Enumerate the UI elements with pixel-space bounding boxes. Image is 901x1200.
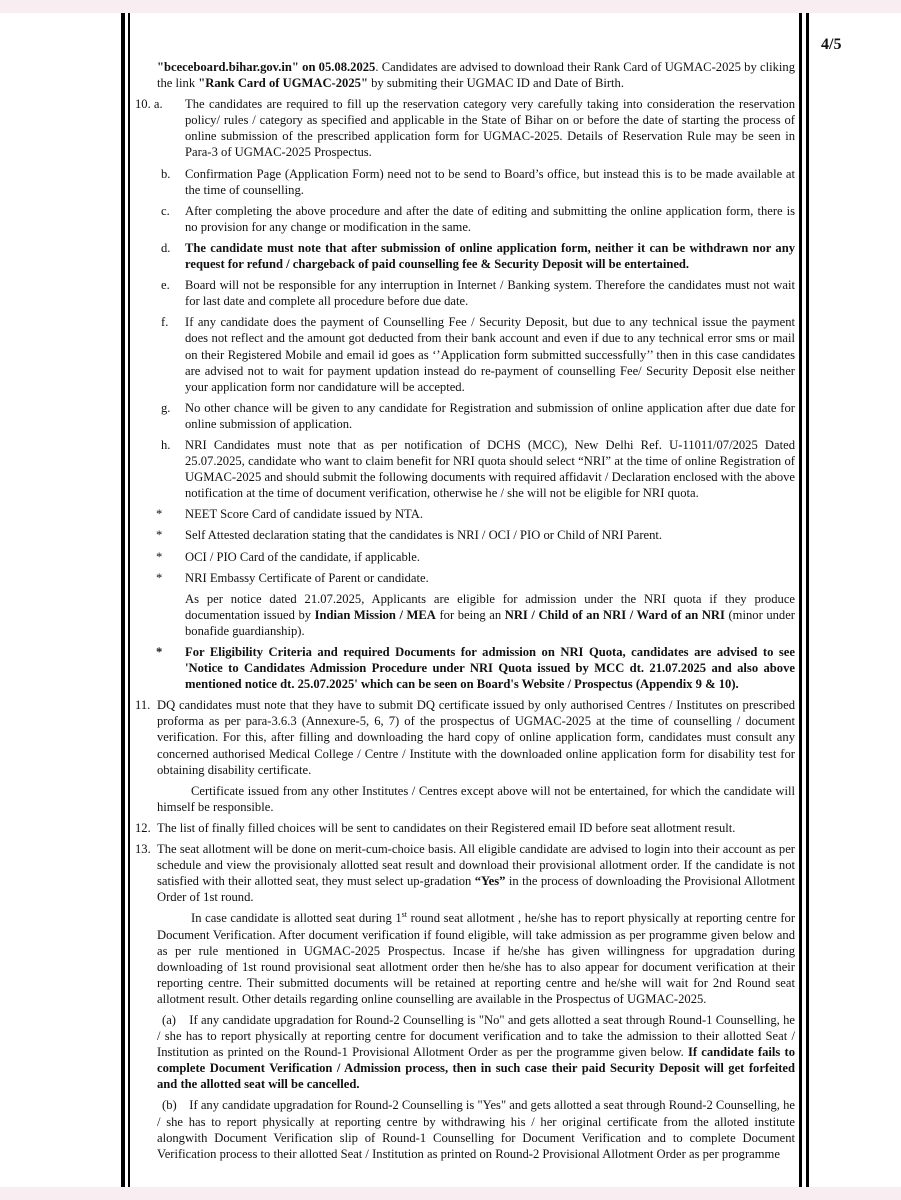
item-text: NRI Candidates must note that as per notification of DCHS (MCC), New Delhi Ref. U-11011/07/2025 Dated 25.07.2025, candidate who want to claim benefit for NRI quota should select “NRI” at the time of online Registration of UGMAC-2025 and should submit the following documents with required affidavit / Declaration enclosed with the above notification at the time of document verification, otherwise he / she will not be eligible for NRI quota. [185,437,795,501]
rank-card-link-text: "Rank Card of UGMAC-2025" [198,76,368,91]
sub-label: (b) [162,1098,177,1113]
item-13-paragraph-2 [135,910,795,1007]
para2-text-2: round seat allotment , he/she has to report physically at reporting centre for Document Verification. After document verification if found eligible, will take admission as per programme given below and as per rule mentioned in UGMAC-2025 Prospectus. Incase if he/she has given willingness for upgradation during downloading of 1st round provisional seat allotment order then he/she has to also appear for document verification at their reporting centre. Their submitted documents will be retained at reporting centre and he/she will wait for 2nd Round seat allotment result. Other details regarding online counselling are available in the Prospectus of UGMAC-2025. [157,911,796,1006]
item-text: No other chance will be given to any candidate for Registration and submission of online application after due date for online submission of application. [185,400,795,431]
item-text [157,841,795,905]
intro-text-2: by submiting their UGMAC ID and Date of Birth. [367,76,624,91]
bullet-item [135,506,795,522]
eligibility-text: For Eligibility Criteria and required Documents for admission on NRI Quota, candidates are advised to see 'Notice to Candidates Admission Procedure under NRI Quota issued by MCC dt. 21.07.2025 and also above mentioned notice dt. 25.07.2025' which can be seen on Board's Website / Prospectus (Appendix 9 & 10). [185,645,795,692]
nri-text-2: for being an [435,607,505,622]
bullet-item [135,527,795,543]
bullet-asterisk: * [156,549,163,564]
item-11 [135,697,795,777]
nri-notice-paragraph [135,591,795,639]
item-label: c. [161,203,170,218]
bullet-item [135,570,795,586]
item-label: f. [161,315,169,330]
intro-text-1: . Candidates are advised to download their Rank Card of UGMAC-2025 by cliking the link [157,60,795,91]
item-text: If any candidate does the payment of Counselling Fee / Security Deposit, but due to any technical issue the payment does not reflect and the amount got deducted from their bank account and even if due to any technical error sms or mail on their Registered Mobile and email id goes as ‘’Application form submitted successfully’’ then in this case candidates are advised not to wait for payment updation instead do re-payment of counselling Fee/ Security Deposit else neither your application form nor candidature will be accepted. [185,315,795,394]
para2-text-1: In case candidate is allotted seat during 1 [191,911,402,926]
item-13-yes: “Yes” [474,874,506,889]
nri-text-3: (minor under bonafide guardianship). [185,607,796,638]
item-text: The candidate must note that after submission of online application form, neither it can be withdrawn nor any request for refund / chargeback of paid counselling fee & Security Deposit will be entertained. [185,240,795,272]
bullet-asterisk: * [156,528,163,543]
item-13-text-1: The seat allotment will be done on merit-cum-choice basis. All eligible candidate are advised to login into their account as per schedule and view the provisionaly allotted seat result and download their provisional allotment order. If the candidate is not satisfied with their allotted seat, they must select up-gradation [157,842,795,889]
item-text: Confirmation Page (Application Form) need not to be send to Board’s office, but instead this is to be made available at the time of counselling. [185,166,795,197]
item-text: Board will not be responsible for any interruption in Internet / Banking system. Therefore the candidates must not wait for last date and complete all procedure before due date. [185,278,795,309]
sub-a-text: If any candidate upgradation for Round-2 Counselling is "No" and gets allotted a seat through Round-1 Counselling, he / she has to report physically at reporting centre for document verification and to take the admission to their allotted Seat / Institution as printed on the Round-1 Provisional Allotment Order as per the programme given below. [157,1012,796,1060]
item-label: 13. [135,842,151,857]
item-10e [135,277,795,309]
item-label: d. [161,240,171,255]
ordinal-superscript: st [401,910,408,920]
item-10g [135,400,795,432]
bullet-text: OCI / PIO Card of the candidate, if applicable. [185,549,421,564]
item-text: DQ candidates must note that they have to submit DQ certificate issued by only authorised Centres / Institutes on prescribed proforma as per para-3.6.3 (Annexure-5, 6, 7) of the prospectus of UGMAC-2025 at the time of counselling / document verification. For this, after filling and downloading the hard copy of online application form, candidates must consult any concerned authorised Medical College / Centre / Institute with the downloaded online application form for disability test for obtaining disability certificate. [157,698,795,777]
document-body [135,59,795,1167]
item-label: g. [161,400,171,415]
sub-label: (a) [162,1012,176,1027]
eligibility-bullet [135,644,795,692]
item-10a [135,96,795,160]
item-11-note: Certificate issued from any other Institutes / Centres except above will not be entertained, for which the candidate will himself be responsible. [157,783,795,814]
nri-text-1: As per notice dated 21.07.2025, Applicants are eligible for admission under the NRI quota if they produce documentation issued by [185,591,795,622]
item-10d [135,240,795,272]
item-10c [135,203,795,235]
item-label: h. [161,437,171,452]
bullet-asterisk: * [156,645,163,659]
bullet-text: NRI Embassy Certificate of Parent or candidate. [185,570,429,585]
bullet-item [135,549,795,565]
intro-paragraph [135,59,795,91]
right-border-thick [799,13,802,1187]
page-number: 4/5 [821,36,842,53]
item-label: 10. a. [135,97,163,112]
item-12 [135,820,795,836]
item-10f [135,314,795,394]
bullet-text: Self Attested declaration stating that the candidates is NRI / OCI / PIO or Child of NRI Parent. [185,528,663,543]
item-text: The list of finally filled choices will be sent to candidates on their Registered email ID before seat allotment result. [157,820,736,835]
left-border-thin [128,13,130,1187]
item-label: e. [161,278,170,293]
item-label: b. [161,166,171,181]
item-label: 12. [135,820,151,835]
sub-b-text: If any candidate upgradation for Round-2 Counselling is "Yes" and gets allotted a seat through Round-2 Counselling, he / she has to report physically at reporting centre by withdrawing his / her original certificate from the alloted institute alongwith Document Verification slip of Round-1 Counselling for Document Verification and to complete Document Verification process to their allotted Seat / Institution as printed on Round-2 Provisional Allotment Order as per programme [157,1098,795,1161]
item-10b [135,166,795,198]
item-10h [135,437,795,501]
item-13 [135,841,795,905]
nri-bold-2: NRI / Child of an NRI / Ward of an NRI [504,607,725,622]
sub-a-bold: If candidate fails to complete Document Verification / Admission process, then in such case their paid Security Deposit will get forfeited and the allotted seat will be cancelled. [157,1045,795,1092]
item-13-a [135,1012,795,1092]
item-text: The candidates are required to fill up the reservation category very carefully taking into consideration the reservation policy/ rules / category as specified and applicable in the State of Bihar on or before the date of starting the process of online submission of the prescribed application form for UGMAC-2025. Details of Reservation Rule may be seen in Para-3 of UGMAC-2025 Prospectus. [185,97,795,160]
bullet-text: NEET Score Card of candidate issued by NTA. [185,507,423,522]
item-label: 11. [135,698,151,713]
right-border-thin [806,13,809,1187]
bullet-asterisk: * [156,570,163,585]
item-13-b [135,1097,795,1161]
nri-bold-1: Indian Mission / MEA [314,607,436,622]
left-border-thick [121,13,125,1187]
item-text: After completing the above procedure and after the date of editing and submitting the online application form, there is no provision for any change or modification in the same. [185,203,795,234]
bullet-asterisk: * [156,507,163,522]
item-13-text-2: in the process of downloading the Provisional Allotment Order of 1st round. [157,874,795,905]
website-date: "bceceboard.bihar.gov.in" on 05.08.2025 [157,60,376,74]
